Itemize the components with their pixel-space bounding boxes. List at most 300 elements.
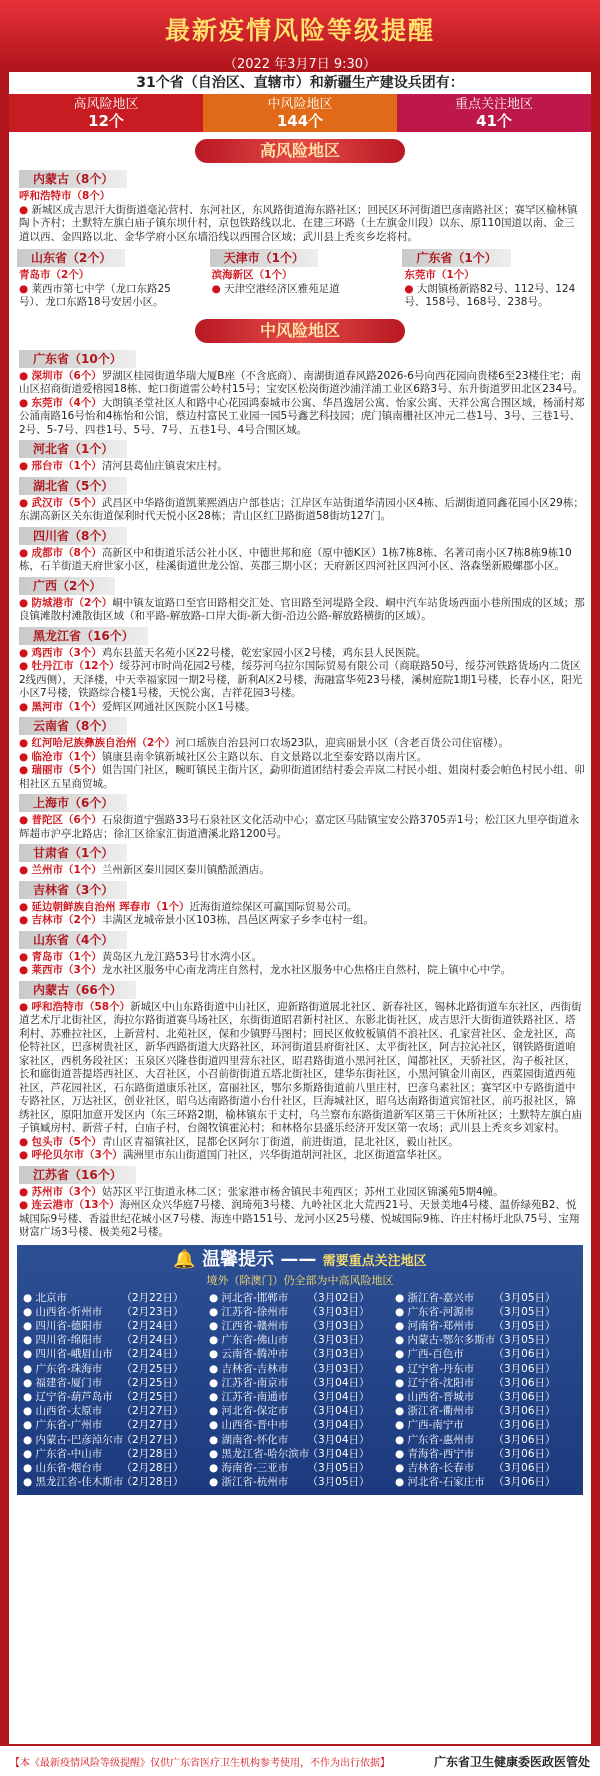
area-text: 爱辉区网通社区医院小区1号楼。 [101,700,256,713]
tip-date: （3月06日） [493,1476,556,1489]
tip-date: （3月05日） [307,1461,370,1474]
area-text: 大朗镇杨新路82号、112号、124号、158号、168号、238号。 [404,282,576,308]
bullet-icon: ● [23,1319,36,1332]
tip-area: 黑龙江省-哈尔滨市 [221,1447,310,1460]
summary-high [9,94,203,132]
bullet-icon: ● [209,1291,222,1304]
area-entry [9,1186,591,1200]
tip-date: （3月05日） [493,1334,556,1347]
tips-grid [23,1291,577,1490]
bullet-icon: ● [19,396,32,409]
tip-item [209,1362,391,1376]
tip-date: （3月05日） [493,1305,556,1318]
tip-item [23,1362,205,1376]
bullet-icon: ● [19,369,32,382]
summary-row [9,94,591,132]
tip-area: 山西省-太原市 [35,1405,103,1418]
tip-date: （3月04日） [307,1376,370,1389]
area-entry [9,1149,591,1163]
tip-date: （3月03日） [307,1305,370,1318]
tip-area: 四川省-峨眉山市 [35,1348,113,1361]
city-name: 深圳市（6个） [31,369,102,382]
summary-label: 中风险地区 [267,97,333,112]
bullet-icon: ● [395,1376,408,1389]
area-text: 丰满区龙城帝景小区103栋，昌邑区两家子乡李屯村一组。 [101,914,374,926]
tip-item [23,1319,205,1333]
city-name: 邢台市（1个） [31,460,102,472]
tip-item [395,1418,577,1432]
high-col [13,246,202,310]
area-text: 大朗镇圣堂社区人和路中心花园鸿泰城市公寓、华昌逸居公寓、怡家公寓、天祥公寓合围区域，杨涌村郑公涌南路16号怡和4栋怡和公馆，蔡边村富民工业园一园5号鑫艺科技园；虎门镇南栅社区冲元二巷1号、3号、三巷1号、2号、5-7号、四巷1号、5号、7号、五巷1号、4号合围区域。 [19,396,585,436]
bullet-icon: ● [19,914,32,926]
bullet-icon: ● [19,546,32,559]
tip-area: 江苏省-南京市 [221,1376,289,1389]
tip-item [395,1433,577,1447]
tip-item [395,1447,577,1461]
footer-org: 广东省卫生健康委医政医管处 [433,1754,590,1769]
bullet-icon: ● [395,1419,408,1432]
tip-date: （3月05日） [307,1476,370,1489]
area-entry [398,269,587,283]
tip-date: （3月06日） [493,1362,556,1375]
tip-item [23,1347,205,1361]
city-name: 吉林市（2个） [31,914,102,926]
bullet-icon: ● [23,1419,36,1432]
area-entry [206,283,395,297]
tip-date: （2月22日） [121,1291,184,1304]
bullet-icon: ● [19,646,32,659]
bullet-icon: ● [209,1476,222,1489]
tip-item [209,1305,391,1319]
area-text: 黄岛区九龙江路53号甘水湾小区。 [101,950,263,963]
tip-date: （3月06日） [493,1348,556,1361]
tip-item [395,1362,577,1376]
bullet-icon: ● [19,964,32,976]
area-entry [9,370,591,397]
area-text: 峒中镇友谊路口至官田路相交汇处、官田路至河堤路全段、峒中汽车站货场西面小巷所围成的区域；那良镇滩散村滩散街区域（和平路-解放路-口岸大街-新大街-沿边公路-解放路横街的区域）。 [19,596,585,622]
bullet-icon: ● [23,1376,36,1389]
tip-item [23,1433,205,1447]
tip-date: （3月03日） [307,1362,370,1375]
tip-date: （2月24日） [121,1319,184,1332]
bullet-icon: ● [209,1419,222,1432]
area-entry [9,764,591,791]
bullet-icon: ● [209,1433,222,1446]
summary-label: 重点关注地区 [454,97,533,112]
bullet-icon: ● [19,900,32,913]
bullet-icon: ● [23,1461,36,1474]
tip-item [395,1390,577,1404]
bullet-icon: ● [19,1199,32,1211]
tip-item [395,1305,577,1319]
tip-item [23,1333,205,1347]
area-entry [9,397,591,438]
area-entry [9,460,591,474]
province-label: 云南省（8个） [19,717,127,735]
tip-area: 四川省-德阳市 [35,1319,103,1332]
summary-count: 41个 [476,112,512,130]
tip-item [209,1404,391,1418]
tip-area: 浙江省-嘉兴市 [407,1291,475,1304]
city-name: 鸡西市（3个） [31,646,102,659]
tip-area: 辽宁省-丹东市 [407,1362,475,1375]
area-entry [13,283,202,310]
header [0,0,600,70]
tip-area: 广西-百色市 [407,1348,464,1361]
tip-area: 浙江省-杭州市 [221,1476,289,1489]
bullet-icon: ● [23,1433,36,1446]
tip-date: （3月06日） [493,1447,556,1460]
tip-area: 江苏省-徐州市 [221,1305,289,1318]
bullet-icon: ● [23,1390,36,1403]
tip-item [209,1461,391,1475]
tip-item [209,1291,391,1305]
province-label: 天津市（1个） [210,249,318,267]
tip-date: （3月03日） [307,1348,370,1361]
bullet-icon: ● [19,1185,32,1198]
bullet-icon: ● [395,1348,408,1361]
tip-date: （2月27日） [121,1405,184,1418]
bullet-icon: ● [404,282,417,295]
province-label: 山东省（2个） [17,249,125,267]
area-text: 姐告国门社区，畹町镇民主街片区，勐卯街道团结村委会弄岚二村民小组、姐岗村委会帕色村民小组、卯相社区五星商贸城。 [19,764,585,790]
tip-date: （3月04日） [307,1419,370,1432]
bullet-icon: ● [209,1390,222,1403]
area-entry [9,901,591,915]
area-entry [9,751,591,765]
bullet-icon: ● [23,1362,36,1375]
city-name: 连云港市（13个） [31,1199,120,1211]
city-name: 呼和浩特市（8个） [19,190,111,202]
tip-date: （2月28日） [121,1476,184,1489]
bullet-icon: ● [23,1447,36,1460]
tip-date: （2月25日） [121,1362,184,1375]
tip-area: 河北省-邯郸市 [221,1291,289,1304]
bullet-icon: ● [209,1405,222,1418]
bullet-icon: ● [19,596,32,609]
area-text: 高新区中和街道乐活公社小区、中德世邦和庭（原中德K区）1栋7栋8栋、名著司南小区7栋8栋9栋10栋，石羊街道天府世家小区，桂溪街道世龙公馆、英郡三期小区；天府新区四河社区四河小区、洛森堡新殿螺郡小区。 [19,546,572,572]
bullet-icon: ● [209,1305,222,1318]
area-text: 罗湖区桂园街道华瑞大厦B座（不含底商）、南湖街道春风路2026-6号向西花园向贵楼6至23楼住宅；南山区招商街道爱榕园18栋、蛇口街道雷公岭村15号；宝安区松岗街道沙浦洋浦工业区6路3号、东升街道罗田北区234号。 [19,369,584,395]
tip-item [209,1376,391,1390]
tip-item [23,1390,205,1404]
tip-area: 吉林省-长春市 [407,1461,475,1474]
bullet-icon: ● [23,1291,36,1304]
bullet-icon: ● [209,1461,222,1474]
tip-item [395,1461,577,1475]
footer-disclaimer: 【本《最新疫情风险等级提醒》仅供广东省医疗卫生机构参考使用，不作为出行依据】 [10,1757,390,1769]
area-text: 姑苏区平江街道永林二区；张家港市杨舍镇民丰苑西区；苏州工业园区锦溪苑5期4幢。 [101,1185,504,1198]
tips-title [23,1248,577,1272]
tip-area: 广东省-惠州市 [407,1433,475,1446]
province-label: 四川省（8个） [19,527,127,545]
bullet-icon: ● [19,950,32,963]
bullet-icon: ● [395,1362,408,1375]
tip-area: 福建省-厦门市 [35,1376,103,1389]
intro-text: 31个省（自治区、直辖市）和新疆生产建设兵团有： [136,75,464,91]
city-name: 延边朝鲜族自治州 珲春市（1个） [31,900,190,913]
city-name: 青岛市（2个） [19,269,90,281]
bullet-icon: ● [23,1334,36,1347]
tip-item [395,1376,577,1390]
footer [0,1744,600,1776]
summary-mid [203,94,397,132]
tip-area: 河北省-保定市 [221,1405,289,1418]
city-name: 苏州市（3个） [31,1185,102,1198]
tip-area: 内蒙古-巴彦淖尔市 [35,1433,124,1446]
mid-risk-list [9,347,591,1240]
area-text: 绥芬河市时尚花园2号楼，绥芬河乌拉尔国际贸易有限公司（商联路50号，绥芬河铁路货场内二货区2线西侧），天泽楼，中天幸福家园一期2号楼，新利A区2号楼，海融富华苑23号楼，溪树庭院1期1号楼，长春小区，阳光小区7号楼，铁路综合楼1号楼，天悦公寓，吉祥花园3号楼。 [19,660,583,699]
area-entry [206,269,395,283]
bullet-icon: ● [395,1390,408,1403]
area-text: 近海街道综保区可赢国际贸易公司。 [189,900,358,913]
city-name: 瑞丽市（5个） [31,764,102,776]
area-entry [9,1001,591,1136]
area-text: 青山区青福镇社区，昆都仑区阿尔丁街道，前进街道，昆北社区，毅山社区。 [101,1135,459,1148]
tip-date: （3月06日） [493,1433,556,1446]
area-entry [9,814,591,841]
tip-item [209,1447,391,1461]
area-text: 天津空港经济区雅苑足道 [224,282,340,295]
tip-item [209,1390,391,1404]
city-name: 东莞市（1个） [404,269,475,281]
area-text: 满洲里市东山街道国门社区，兴华街道胡河社区，北区街道富华社区。 [122,1149,449,1161]
tips-panel [17,1245,583,1496]
tip-area: 广东省-珠海市 [35,1362,103,1375]
bullet-icon: ● [19,750,32,763]
tip-area: 海南省-三亚市 [221,1461,289,1474]
bullet-icon: ● [19,737,32,749]
province-label: 湖北省（5个） [19,477,127,495]
bullet-icon: ● [395,1461,408,1474]
bullet-icon: ● [209,1447,222,1460]
tip-area: 云南省-腾冲市 [221,1348,289,1361]
tip-area: 广东省-广州市 [35,1419,103,1432]
area-text: 兰州新区秦川园区秦川镇酷派酒店。 [101,864,270,876]
high-col [398,246,587,310]
tip-date: （3月03日） [307,1319,370,1332]
tip-date: （2月28日） [121,1447,184,1460]
tip-item [23,1291,205,1305]
tip-area: 广东省-佛山市 [221,1334,289,1347]
area-text: 镇康县南伞镇新城社区公主路以东、自文景路以北至泰安路以南片区。 [101,750,428,763]
city-name: 黑河市（1个） [31,700,102,713]
tip-area: 山东省-烟台市 [35,1461,103,1474]
tip-date: （3月05日） [493,1291,556,1304]
area-entry [9,864,591,878]
tip-area: 江苏省-南通市 [221,1390,289,1403]
update-date: （2022 年3月7日 9:30） [223,57,377,72]
city-name: 呼和浩特市（58个） [31,1000,131,1013]
province-label: 广东省（10个） [19,350,136,368]
summary-count: 144个 [276,112,324,130]
tip-area: 广东省-中山市 [35,1447,103,1460]
area-entry [13,269,202,283]
tip-item [395,1291,577,1305]
area-text: 河口瑶族自治县河口农场23队，迎宾丽景小区（含老百货公司住宿楼）。 [175,737,509,749]
bullet-icon: ● [209,1334,222,1347]
bullet-icon: ● [19,460,32,472]
tip-item [23,1305,205,1319]
bullet-icon: ● [211,282,225,295]
tip-date: （2月28日） [121,1461,184,1474]
tip-date: （3月06日） [493,1376,556,1389]
summary-count: 12个 [88,112,124,130]
city-name: 东莞市（4个） [31,396,102,409]
province-label: 广东省（1个） [402,249,510,267]
city-name: 滨海新区（1个） [211,269,293,281]
area-entry [9,964,591,978]
tip-area: 内蒙古-鄂尔多斯市 [407,1334,496,1347]
bullet-icon: ● [395,1405,408,1418]
bullet-icon: ● [209,1319,222,1332]
tip-area: 浙江省-衢州市 [407,1405,475,1418]
area-entry [9,597,591,624]
city-name: 莱西市（3个） [31,964,102,976]
tip-item [23,1461,205,1475]
tip-area: 山西省-忻州市 [35,1305,103,1318]
tip-date: （3月04日） [307,1447,370,1460]
tip-date: （2月24日） [121,1348,184,1361]
province-label: 河北省（1个） [19,440,127,458]
city-name: 红河哈尼族彝族自治州（2个） [31,737,176,749]
tip-area: 广东省-河源市 [407,1305,475,1318]
tip-area: 辽宁省-沈阳市 [407,1376,475,1389]
bullet-icon: ● [23,1476,36,1489]
area-entry [9,914,591,928]
section-title-high: 高风险地区 [195,139,405,163]
tip-area: 湖南省-怀化市 [221,1433,289,1446]
tip-date: （3月04日） [307,1390,370,1403]
tip-date: （2月27日） [121,1433,184,1446]
tips-heading: 温馨提示 [202,1248,275,1270]
tip-item [23,1376,205,1390]
tip-date: （3月06日） [493,1390,556,1403]
bullet-icon: ● [209,1348,222,1361]
city-name: 青岛市（1个） [31,950,102,963]
area-text: 新城区中山东路街道中山社区，迎新路街道展北社区、新春社区，锡林北路街道车东社区，西街街道艺术厅北街社区，海拉尔路街道赛马场社区，东街街道昭君新村社区、东影北街社区，成吉思汗大街街道铁路社区、塔利村、苏雅拉社区，上新营村、北苑社区，保和少镇野马图村；回民区攸攸板镇俏不浪社区、孔家营社区、金龙社区，高伦特社区，巴彦树贵社区，新华西路街道大庆路社区，环河街道县府街社区、太平街社区，阿吉拉沁社区，钢铁路街道咱家社区，西机务段社区；玉泉区兴隆巷街道四里营东社区，昭君路街道小黑河社区，闻都社区，天骄社区，沟子板社区，长和廊街道菩提塔西社区、大召社区，小召前街街道五塔北街社区，建华东街社区，小黑河镇金川南区，西菜园街道西苑社区，芦花园社区，石东路街道康乐社区，富丽社区，鄂尔多斯路街道前八里庄村，巴彦乌素社区；赛罕区中专路街道中专路社区，万达社区，创业社区，昭乌达南路街道小台什社区，巨海城社区，昭乌达南路街道宾馆社区，前巧报社区，锦绣社区，原阳加意开发区内（东三环路2期，榆林镇东干丈村，乌兰察布东路街道新军区第三干休所社区；土默特左旗白庙子镇臧房村、新营子村，白庙子村，台阁牧镇霍沁村；和林格尔县盛乐经济开发区第一农场；武川县上秃亥乡刘家村。 [19,1000,583,1134]
area-entry [9,204,591,245]
tip-item [395,1319,577,1333]
area-entry [398,283,587,310]
city-name: 防城港市（2个） [31,596,113,609]
province-label: 内蒙古（8个） [19,170,127,188]
tip-item [209,1433,391,1447]
city-name: 武汉市（5个） [31,496,102,509]
tip-date: （3月05日） [493,1319,556,1332]
bullet-icon: ● [19,282,32,295]
tip-area: 河南省-郑州市 [407,1319,475,1332]
tip-date: （2月25日） [121,1390,184,1403]
tip-item [209,1319,391,1333]
city-name: 兰州市（1个） [31,864,102,876]
bell-icon: 🔔 [173,1248,196,1270]
city-name: 临沧市（1个） [31,750,102,763]
bullet-icon: ● [23,1305,36,1318]
area-entry [9,190,591,204]
bullet-icon: ● [395,1476,408,1489]
bullet-icon: ● [395,1305,408,1318]
city-name: 牡丹江市（12个） [31,660,120,672]
city-name: 成都市（8个） [31,546,102,559]
area-entry [9,660,591,701]
province-label: 内蒙古（66个） [19,981,136,999]
page-title: 最新疫情风险等级提醒 [164,16,435,45]
area-text: 鸡东县蓝天名苑小区22号楼，乾宏家园小区2号楼，鸡东县人民医院。 [101,646,427,659]
bullet-icon: ● [395,1447,408,1460]
bullet-icon: ● [19,764,32,776]
area-text: 莱西市第七中学（龙口东路25号）、龙口东路18号安居小区。 [19,282,171,308]
area-text: 武昌区中华路街道凯莱熙酒店户部巷店；江岸区车站街道华清园小区4栋、后湖街道同鑫花园小区29栋；东湖高新区关东街道保利时代天悦小区28栋；青山区红卫路街道58街坊127门。 [19,496,584,522]
tip-date: （3月06日） [493,1405,556,1418]
summary-focus [397,94,591,132]
tips-note: 境外（除澳门）仍全部为中高风险地区 [206,1273,394,1287]
bullet-icon: ● [395,1319,408,1332]
area-text: 清河县葛仙庄镇袁宋庄村。 [101,460,228,472]
province-label: 上海市（6个） [19,794,127,812]
area-entry [9,647,591,661]
bullet-icon: ● [23,1348,36,1361]
bullet-icon: ● [19,1000,32,1013]
bullet-icon: ● [19,864,32,876]
bullet-icon: ● [19,1135,32,1148]
tip-date: （2月24日） [121,1334,184,1347]
bullet-icon: ● [19,203,32,216]
area-entry [9,1136,591,1150]
area-entry [9,737,591,751]
tip-date: （3月06日） [493,1419,556,1432]
area-text: 海州区众兴华庭7号楼、润琦苑3号楼、九岭社区北大荒西21号、天景美地4号楼、温侨绿苑B2、悦城国际9号楼、香溢世纪花城小区7号楼、海连中路151号、龙河小区25号楼、悦城国际9栋、许庄村杨圩北队75号、宝翔财富广场3号楼、极美苑2号楼。 [19,1199,580,1238]
city-name: 包头市（5个） [31,1135,102,1148]
tip-area: 青海省-西宁市 [407,1447,475,1460]
area-entry [9,701,591,715]
tip-date: （2月23日） [121,1305,184,1318]
province-label: 山东省（4个） [19,931,127,949]
tip-item [23,1447,205,1461]
tip-date: （3月06日） [493,1461,556,1474]
tip-item [209,1333,391,1347]
tip-date: （3月04日） [307,1405,370,1418]
area-entry [9,497,591,524]
tip-item [209,1347,391,1361]
area-entry [9,1199,591,1240]
area-text: 龙水社区服务中心南龙湾庄自然村，龙水社区服务中心焦格庄自然村，院上镇中心中学。 [101,964,512,976]
tip-date: （3月03日） [307,1334,370,1347]
tip-area: 山西省-晋中市 [221,1419,289,1432]
bullet-icon: ● [23,1405,36,1418]
bullet-icon: ● [209,1376,222,1389]
bullet-icon: ● [19,814,32,826]
tip-area: 山西省-晋城市 [407,1390,475,1403]
tip-date: （2月27日） [121,1419,184,1432]
area-text: 新城区成吉思汗大街街道毫沁营村、东河社区，东风路街道海东路社区；回民区环河街道巴彦南路社区；赛罕区榆林镇陶卜齐村；土默特左旗白庙子镇东坝什村，京包铁路线以北、在建三环路（土左旗金川段）以东、原110国道以南、金三道以西、金四路以北、金华学府小区东墙沿线以西围合区域；武川县上秃亥乡圪将村。 [19,203,578,243]
tip-date: （3月04日） [307,1433,370,1446]
bullet-icon: ● [209,1362,222,1375]
bullet-icon: ● [395,1334,408,1347]
tip-item [23,1418,205,1432]
city-name: 呼伦贝尔市（3个） [31,1149,123,1161]
tip-date: （2月25日） [121,1376,184,1389]
province-label: 甘肃省（1个） [19,844,127,862]
tip-area: 北京市 [35,1291,67,1304]
tip-area: 江西省-赣州市 [221,1319,289,1332]
tip-area: 河北省-石家庄市 [407,1476,485,1489]
area-entry [9,547,591,574]
tip-area: 四川省-绵阳市 [35,1334,103,1347]
province-label: 吉林省（3个） [19,881,127,899]
tip-item [395,1347,577,1361]
tip-item [395,1333,577,1347]
